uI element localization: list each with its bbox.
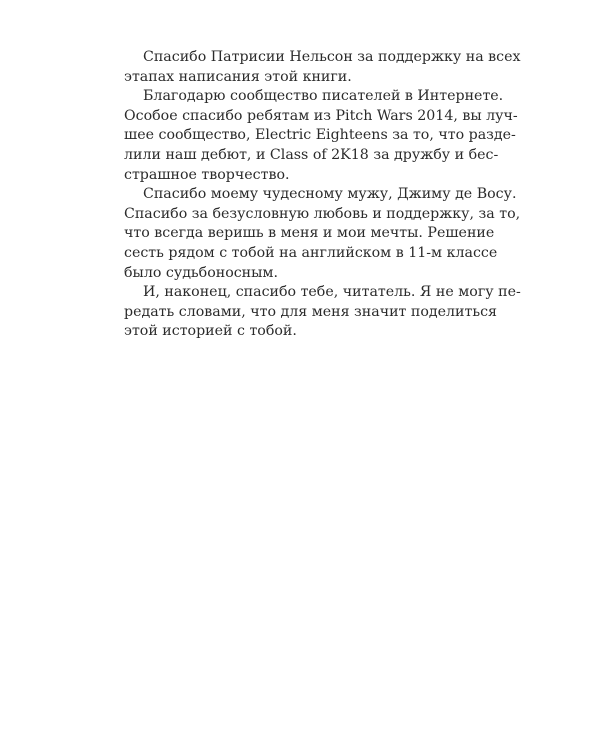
text-line: Спасибо за безусловную любовь и поддержку, за то,	[124, 205, 521, 222]
page-body	[124, 48, 521, 342]
text-line: шее сообщество, Electric Eighteens за то, что разде-	[124, 127, 516, 144]
text-line: И, наконец, спасибо тебе, читатель. Я не могу пе-	[143, 284, 521, 301]
paragraph-reader-thanks	[124, 283, 521, 342]
text-line: этапах написания этой книги.	[124, 68, 352, 85]
text-line: что всегда веришь в меня и мои мечты. Решение	[124, 225, 495, 242]
text-line: сесть рядом с тобой на английском в 11-м классе	[124, 244, 498, 261]
text-line: Особое спасибо ребятам из Pitch Wars 2014, вы луч-	[124, 107, 518, 124]
paragraph-husband-thanks	[124, 185, 521, 283]
text-line: редать словами, что для меня значит поделиться	[124, 303, 497, 320]
text-line: было судьбоносным.	[124, 264, 278, 281]
paragraph-nelson-thanks	[124, 48, 521, 87]
text-line: страшное творчество.	[124, 166, 290, 183]
paragraph-community-thanks	[124, 87, 518, 185]
text-line: этой историей с тобой.	[124, 323, 297, 340]
text-line: лили наш дебют, и Class of 2K18 за дружбу и бес-	[124, 146, 499, 163]
text-line: Спасибо Патрисии Нельсон за поддержку на всех	[143, 49, 521, 65]
text-line: Спасибо моему чудесному мужу, Джиму де Восу.	[143, 186, 517, 203]
text-line: Благодарю сообщество писателей в Интернете.	[143, 88, 504, 105]
